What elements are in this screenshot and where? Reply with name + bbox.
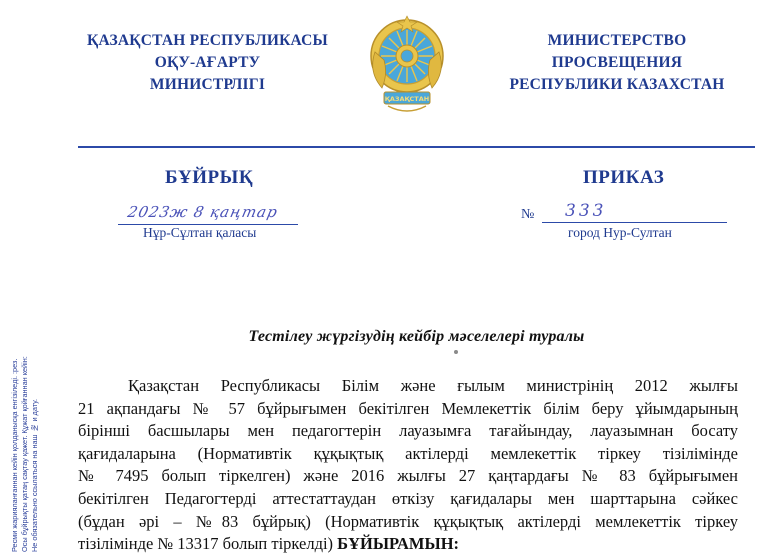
order-title-ru: ПРИКАЗ (583, 167, 665, 188)
city-kk: Нұр-Сұлтан қаласы (143, 225, 257, 240)
ministry-name-ru (498, 30, 736, 96)
ministry-name-ru-line: РЕСПУБЛИКИ КАЗАХСТАН (509, 76, 725, 93)
side-note-line: Не обязательно ссылаться на наш № и дату. (30, 398, 39, 552)
body-line: Қазақстан Республикасы Білім және ғылым министрінің 2012 жылғы (128, 376, 738, 395)
emblem-banner-text: ҚАЗАҚСТАН (384, 95, 430, 103)
body-line: 21 ақпандағы № 57 бұйрығымен бекітілген Мемлекеттік білім беру ұйымдарының (78, 398, 738, 418)
letterhead-divider (78, 146, 755, 148)
number-underline (542, 222, 727, 223)
side-note-line: Осы бұйрықты қатаң сақтау қажет. Құжат қойғаннан кейін: (20, 356, 29, 552)
ministry-name-kk (70, 30, 345, 96)
side-note-line: Ресми жарияланғаннан кейін қолданысқа енгізіледі. :рез. (10, 358, 19, 552)
document-heading: Тестілеу жүргізудің кейбір мәселелері туралы (248, 328, 585, 345)
order-title-kk: БҰЙРЫҚ (165, 167, 254, 188)
ministry-name-ru-line: МИНИСТЕРСТВО (547, 32, 687, 49)
document-body (78, 375, 738, 556)
body-line-final (78, 533, 738, 556)
order-directive: БҰЙЫРАМЫН: (337, 534, 460, 554)
order-number-symbol: № (521, 207, 535, 222)
city-ru: город Нур-Султан (568, 225, 672, 240)
handwritten-order-number: 333 (565, 201, 607, 221)
body-line: № 7495 болып тіркелген) және 2016 жылғы 27 қаңтардағы № 83 бұйрығымен (78, 466, 738, 486)
state-emblem-icon (366, 12, 448, 122)
scan-speck (454, 350, 458, 354)
ministry-name-kk-line: ҚАЗАҚСТАН РЕСПУБЛИКАСЫ (87, 32, 328, 49)
body-line: (бұдан әрі – №83 бұйрық) (Нормативтік құқықтық актілерді мемлекеттік тіркеу (78, 511, 738, 531)
side-registration-note (8, 282, 42, 552)
body-line-final-text: тізілімінде № 13317 болып тіркелді) (78, 534, 338, 554)
ministry-name-kk-line: МИНИСТРЛІГІ (149, 76, 266, 93)
handwritten-date: 2023ж 8 қаңтар (126, 203, 280, 221)
ministry-name-ru-line: ПРОСВЕЩЕНИЯ (551, 54, 683, 71)
body-line: бірінші басшылары мен педагогтерін лауазымға тағайындау, лауазымнан босату (78, 421, 738, 441)
body-line: бекітілген Педагогтерді аттестаттаудан өткізу қағидалары мен шарттарына сәйкес (78, 488, 738, 508)
body-line: қағидаларына (Нормативтік құқықтық актілерді мемлекеттік тіркеу тізілімінде (78, 443, 738, 463)
ministry-name-kk-line: ОҚУ-АҒАРТУ (154, 54, 261, 71)
